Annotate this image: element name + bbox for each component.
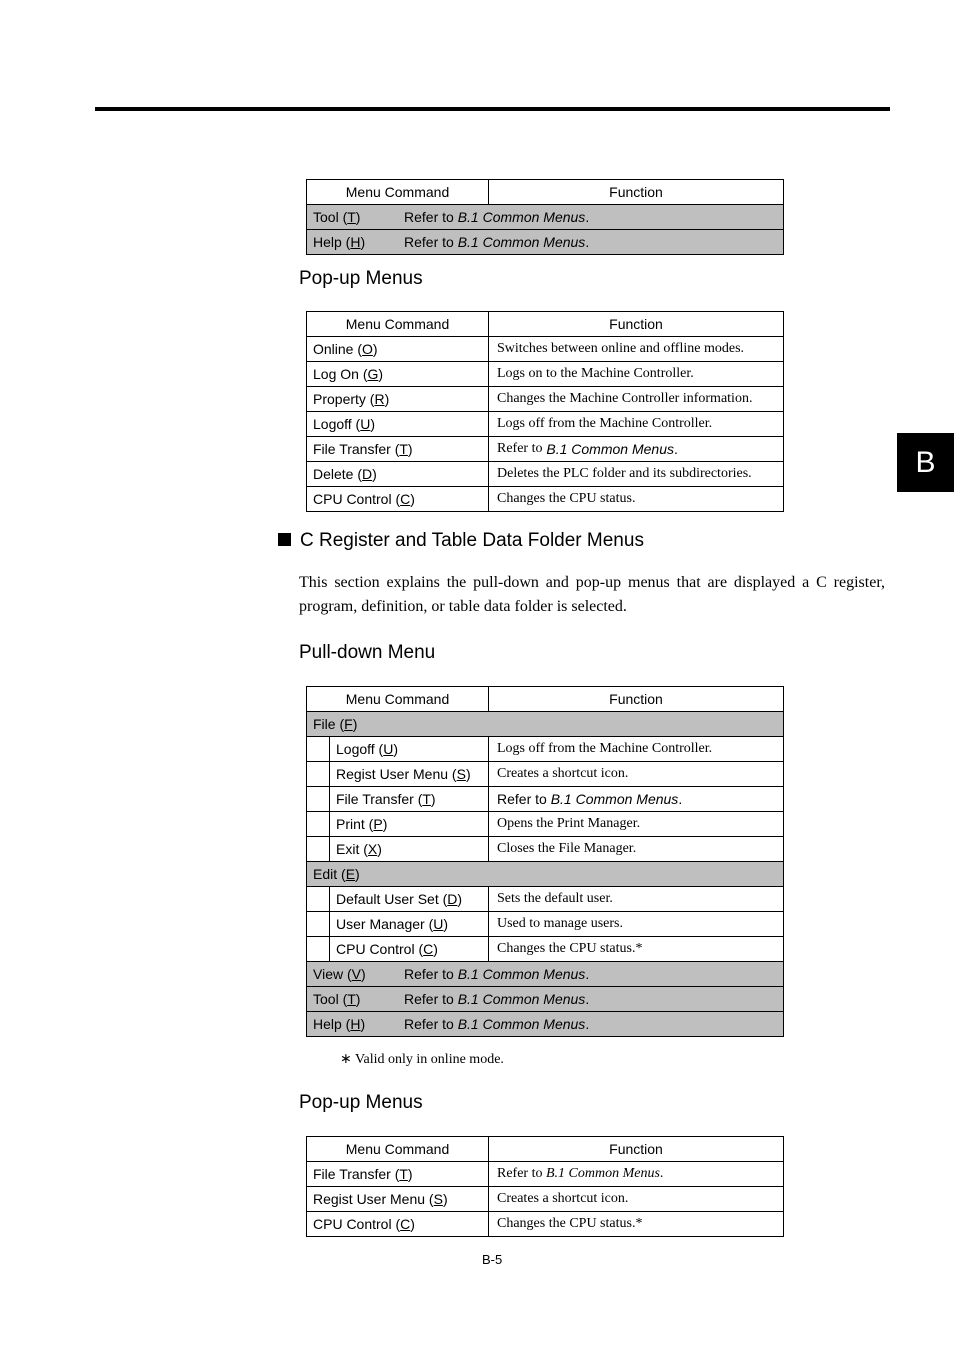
table-row (307, 911, 783, 936)
table-row (307, 761, 783, 786)
menu-command: File Transfer ( T ) (307, 1162, 489, 1186)
header-function: Function (609, 691, 663, 707)
menu-command: Print ( P ) (330, 812, 489, 836)
menu-command: User Manager ( U ) (330, 912, 489, 936)
menu-command: Logoff ( U ) (307, 412, 489, 436)
table-row (307, 886, 783, 911)
table-header-row (307, 687, 783, 711)
appendix-tab: B (897, 433, 954, 492)
table-row (307, 229, 783, 254)
menu-group-file: File ( F ) (313, 716, 358, 732)
header-function: Function (609, 316, 663, 332)
menu-command: Regist User Menu ( S ) (307, 1187, 489, 1211)
table-row (307, 336, 783, 361)
table-row (307, 361, 783, 386)
menu-function: Refer to B.1 Common Menus . (497, 441, 678, 457)
pulldown-menu-table (306, 686, 784, 1037)
menu-command: Property ( R ) (307, 387, 489, 411)
table-row (307, 986, 783, 1011)
table-row (307, 1211, 783, 1236)
menu-command: CPU Control ( C ) (307, 487, 489, 511)
menu-command: Help ( H ) (313, 1016, 366, 1032)
table-header-row (307, 1137, 783, 1161)
menu-command: File Transfer ( T ) (307, 437, 489, 461)
table-row (307, 1161, 783, 1186)
menu-function: Changes the CPU status.* (497, 1216, 643, 1231)
menu-function: Closes the File Manager. (497, 841, 637, 856)
menu-function: Switches between online and offline modes. (497, 341, 745, 356)
table-row (307, 386, 783, 411)
table-row (307, 1011, 783, 1036)
table-row (307, 411, 783, 436)
menu-command: Delete ( D ) (307, 462, 489, 486)
square-bullet-icon (278, 533, 291, 546)
menu-function: Refer to B.1 Common Menus . (404, 1016, 590, 1032)
table-row (307, 436, 783, 461)
menu-function: Refer to B.1 Common Menus . (497, 791, 683, 807)
section-paragraph: This section explains the pull-down and pop-up menus that are displayed a C register, program, definition, or table data folder is selected. (299, 574, 885, 615)
table-row (307, 811, 783, 836)
menu-function: Deletes the PLC folder and its subdirectories. (497, 466, 752, 481)
table-row (307, 1186, 783, 1211)
menu-command: CPU Control ( C ) (307, 1212, 489, 1236)
menu-command: Regist User Menu ( S ) (330, 762, 489, 786)
header-function: Function (609, 184, 663, 200)
menu-command: Log On ( G ) (307, 362, 489, 386)
menu-group-edit: Edit ( E ) (313, 866, 360, 882)
menu-group-row (307, 861, 783, 886)
menu-command: File Transfer ( T ) (330, 787, 489, 811)
menu-function: Creates a shortcut icon. (497, 766, 629, 781)
menu-function: Changes the CPU status.* (497, 941, 643, 956)
menu-function: Logs off from the Machine Controller. (497, 416, 713, 431)
menu-function: Logs on to the Machine Controller. (497, 366, 694, 381)
menu-command: Exit ( X ) (330, 837, 489, 861)
menu-function: Refer to B.1 Common Menus . (404, 234, 590, 250)
menu-command: View ( V ) (313, 966, 366, 982)
menu-group-row (307, 711, 783, 736)
menu-function: Used to manage users. (497, 916, 623, 931)
section-title: C Register and Table Data Folder Menus (300, 530, 644, 551)
table-row (307, 204, 783, 229)
menu-command: Tool ( T ) (313, 209, 361, 225)
header-function: Function (609, 1141, 663, 1157)
menu-function: Refer to B.1 Common Menus . (404, 209, 590, 225)
menu-function: Logs off from the Machine Controller. (497, 741, 713, 756)
menu-function: Creates a shortcut icon. (497, 1191, 629, 1206)
menu-function: Refer to B.1 Common Menus . (404, 991, 590, 1007)
menu-command: Default User Set ( D ) (330, 887, 489, 911)
header-menu-command: Menu Command (307, 687, 489, 711)
menu-command: Tool ( T ) (313, 991, 361, 1007)
menu-table-top (306, 179, 784, 255)
heading-popup-menus-2: Pop-up Menus (299, 1092, 423, 1113)
header-rule (95, 107, 890, 111)
menu-command: CPU Control ( C ) (330, 937, 489, 961)
page-number: B-5 (482, 1252, 503, 1267)
heading-popup-menus: Pop-up Menus (299, 268, 423, 289)
section-heading (278, 530, 644, 552)
menu-function: Opens the Print Manager. (497, 816, 641, 831)
table-row (307, 461, 783, 486)
table-header-row (307, 312, 783, 336)
table-row (307, 836, 783, 861)
table-row (307, 936, 783, 961)
menu-function: Refer to B.1 Common Menus . (404, 966, 590, 982)
header-menu-command: Menu Command (307, 312, 489, 336)
header-menu-command: Menu Command (307, 1137, 489, 1161)
heading-pulldown-menu: Pull-down Menu (299, 642, 436, 663)
menu-function: Changes the Machine Controller information. (497, 391, 753, 406)
menu-command: Help ( H ) (313, 234, 366, 250)
header-menu-command: Menu Command (307, 180, 489, 204)
menu-function: Changes the CPU status. (497, 491, 636, 506)
table-header-row (307, 180, 783, 204)
popup-menu-table (306, 311, 784, 512)
table-row (307, 961, 783, 986)
popup-menu-table-2 (306, 1136, 784, 1237)
menu-function: Sets the default user. (497, 891, 613, 906)
footnote: ∗ Valid only in online mode. (340, 1052, 504, 1067)
menu-command: Online ( O ) (307, 337, 489, 361)
table-row (307, 736, 783, 761)
table-row (307, 786, 783, 811)
menu-command: Logoff ( U ) (330, 737, 489, 761)
menu-function: Refer to B.1 Common Menus . (497, 1166, 664, 1181)
table-row (307, 486, 783, 511)
